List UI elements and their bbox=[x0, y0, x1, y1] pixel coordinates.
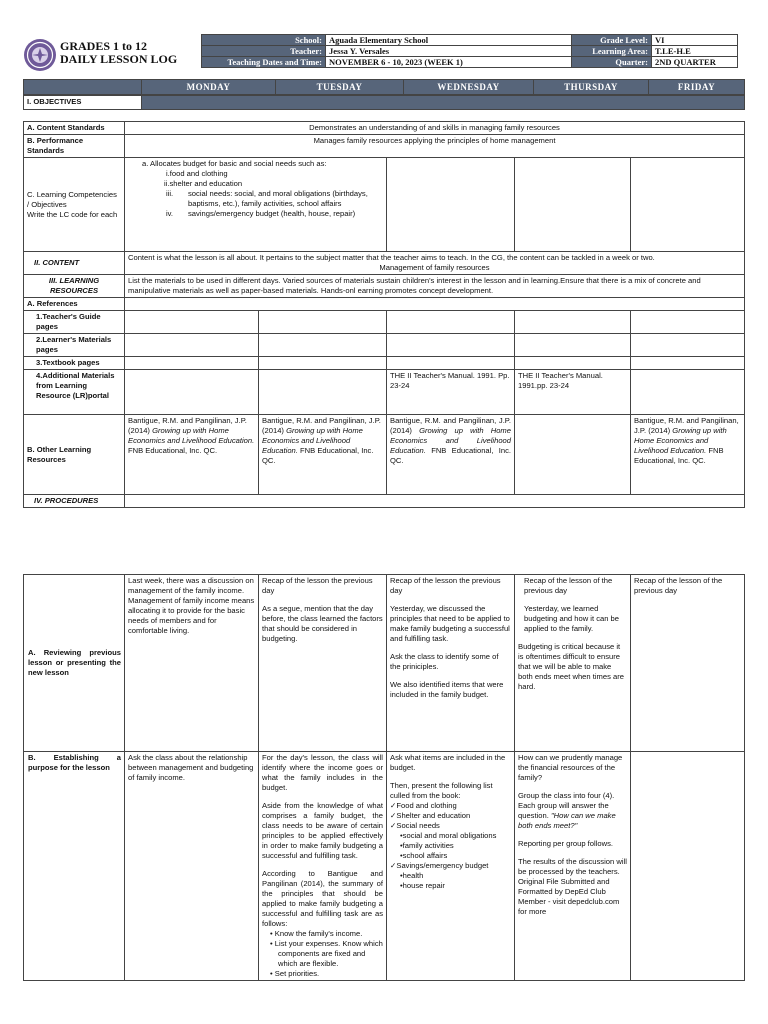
dates-label: Teaching Dates and Time: bbox=[202, 57, 326, 68]
content-note: Content is what the lesson is all about. It pertains to the subject matter that the teacher aims to teach. In the CG, the content can be tackled in a week or two. bbox=[128, 253, 655, 263]
dates-value: NOVEMBER 6 - 10, 2023 (WEEK 1) bbox=[326, 57, 572, 68]
quarter-value: 2ND QUARTER bbox=[652, 57, 738, 68]
competency-item-3: social needs: social, and moral obligations (birthdays, baptisms, etc.), family activities, school affairs bbox=[188, 189, 368, 209]
content-label: II. CONTENT bbox=[24, 252, 125, 275]
other-resources-mon: Bantigue, R.M. and Pangilinan, J.P. (2014) Growing up with Home Economics and Livelihood Education. FNB Educational, Inc. QC. bbox=[125, 415, 259, 495]
purpose-label: B. Establishing a purpose for the lesson bbox=[24, 752, 125, 981]
learners-materials-label: 2.Learner's Materials pages bbox=[24, 334, 125, 357]
school-label: School: bbox=[202, 35, 326, 46]
references-label: A. References bbox=[24, 298, 125, 311]
performance-standards-label: B. Performance Standards bbox=[24, 135, 125, 158]
teachers-guide-label: 1.Teacher's Guide pages bbox=[24, 311, 125, 334]
purpose-tue: For the day's lesson, the class will identify where the income goes or what the family includes in the budget. Aside from the knowledge of what comprises a family budget, the class needs to be aware of certain principles to be applied effectively in order to make family budgeting a successful and fulfilling task. According to Bantigue and Pangilinan (2014), the summary of the principles that should be applied to make family budgeting a successful and fulfilling task are as follows: • Know the family's income. • List your expenses. Know which components are fixed and which are flexible. • Set priorities. bbox=[259, 752, 387, 981]
competencies-cell bbox=[24, 158, 125, 252]
teacher-label: Teacher: bbox=[202, 46, 326, 57]
objectives-label: I. OBJECTIVES bbox=[24, 96, 142, 110]
objectives-row bbox=[23, 95, 745, 110]
purpose-mon: Ask the class about the relationship between management and budgeting of family income. bbox=[125, 752, 259, 981]
teacher-value: Jessa Y. Versales bbox=[326, 46, 572, 57]
competencies-label: C. Learning Competencies / Objectives bbox=[27, 189, 117, 209]
competency-item-1: i.food and clothing bbox=[166, 169, 228, 179]
school-value: Aguada Elementary School bbox=[326, 35, 572, 46]
competency-item-2: ii.shelter and education bbox=[164, 179, 243, 189]
resources-note: List the materials to be used in different days. Varied sources of materials sustain children's interest in the lesson and in learning.Ensure that there is a mix of concrete and manipulative materials as well as paper-based materials. Hands-onl earning promotes concept development. bbox=[125, 275, 745, 298]
content-cell bbox=[125, 252, 745, 275]
reviewing-thu: Recap of the lesson of the previous day Yesterday, we learned budgeting and how it can be applied to the family. Budgeting is critical because it is oftentimes difficult to ensure that we will be able to make both ends meet when times are hard. bbox=[515, 575, 631, 752]
header-info-table bbox=[201, 34, 738, 68]
area-value: T.LE-H.E bbox=[652, 46, 738, 57]
resources-label: III. LEARNING RESOURCES bbox=[24, 275, 125, 298]
quarter-label: Quarter: bbox=[572, 57, 652, 68]
additional-materials-thu: THE II Teacher's Manual. 1991.pp. 23-24 bbox=[515, 370, 631, 415]
additional-materials-label: 4.Additional Materials from Learning Resource (LR)portal bbox=[24, 370, 125, 415]
days-header bbox=[23, 79, 745, 95]
day-thursday: THURSDAY bbox=[534, 80, 649, 95]
lesson-table-part-2 bbox=[23, 574, 745, 981]
purpose-wed: Ask what items are included in the budget. Then, present the following list culled from the book: ✓ Food and clothing ✓ Shelter and education ✓ Social needs • social and moral obligations • family activities • school affairs ✓ Savings/emergency budget • health • house repair bbox=[387, 752, 515, 981]
other-resources-label: B. Other Learning Resources bbox=[24, 415, 125, 495]
performance-standards-text: Manages family resources applying the principles of home management bbox=[125, 135, 745, 158]
header-title bbox=[60, 40, 177, 66]
grade-label: Grade Level: bbox=[572, 35, 652, 46]
competency-intro: a. Allocates budget for basic and social needs such as: bbox=[142, 159, 327, 169]
reviewing-mon: Last week, there was a discussion on management of the family income. Management of family income means allocating it to provide for the basic needs of members and for comfortable living. bbox=[125, 575, 259, 752]
procedures-label: IV. PROCEDURES bbox=[24, 495, 125, 508]
title-line-2: DAILY LESSON LOG bbox=[60, 52, 178, 67]
grade-value: VI bbox=[652, 35, 738, 46]
reviewing-label: A. Reviewing previous lesson or presenting the new lesson bbox=[24, 575, 125, 752]
additional-materials-wed: THE II Teacher's Manual. 1991. Pp. 23-24 bbox=[387, 370, 515, 415]
content-topic: Management of family resources bbox=[379, 263, 490, 273]
reviewing-fri: Recap of the lesson of the previous day bbox=[631, 575, 745, 752]
competency-item-4: savings/emergency budget (health, house, repair) bbox=[188, 209, 356, 219]
day-tuesday: TUESDAY bbox=[276, 80, 404, 95]
day-monday: MONDAY bbox=[142, 80, 276, 95]
purpose-thu: How can we prudently manage the financial resources of the family? Group the class into four (4). Each group will answer the question. "How can we make both ends meet?" Reporting per group follows. The results of the discussion will be processed by the teachers. Original File Submitted and Formatted by DepEd Club Member - visit depedclub.com for more bbox=[515, 752, 631, 981]
day-friday: FRIDAY bbox=[649, 80, 745, 95]
content-standards-text: Demonstrates an understanding of and skills in managing family resources bbox=[125, 122, 745, 135]
other-resources-tue: Bantigue, R.M. and Pangilinan, J.P. (2014) Growing up with Home Economics and Livelihood Education. FNB Educational, Inc. QC. bbox=[259, 415, 387, 495]
title-line-1: GRADES 1 to 12 bbox=[60, 39, 148, 53]
textbook-pages-label: 3.Textbook pages bbox=[24, 357, 125, 370]
competencies-sublabel: Write the LC code for each bbox=[27, 209, 118, 219]
reviewing-tue: Recap of the lesson the previous day As a segue, mention that the day before, the class learned the factors that should be considered in budgeting. bbox=[259, 575, 387, 752]
competency-item-3-num: iii. bbox=[166, 189, 174, 199]
other-resources-wed: Bantigue, R.M. and Pangilinan, J.P. (2014) Growing up with Home Economics and Livelihood Education. FNB Educational, Inc. QC. bbox=[387, 415, 515, 495]
lesson-table-part-1 bbox=[23, 121, 745, 508]
reviewing-wed: Recap of the lesson the previous day Yesterday, we discussed the principles that need to be applied to make family budgeting a successful and fulfilling task. Ask the class to identify some of the priniciples. We also identified items that were included in the family budget. bbox=[387, 575, 515, 752]
area-label: Learning Area: bbox=[572, 46, 652, 57]
competency-item-4-num: iv. bbox=[166, 209, 174, 219]
other-resources-fri: Bantigue, R.M. and Pangilinan, J.P. (2014) Growing up with Home Economics and Livelihood Education. FNB Educational, Inc. QC. bbox=[631, 415, 745, 495]
content-standards-label: A. Content Standards bbox=[24, 122, 125, 135]
day-wednesday: WEDNESDAY bbox=[404, 80, 534, 95]
deped-seal-icon bbox=[23, 38, 57, 72]
competencies-list bbox=[125, 158, 387, 252]
